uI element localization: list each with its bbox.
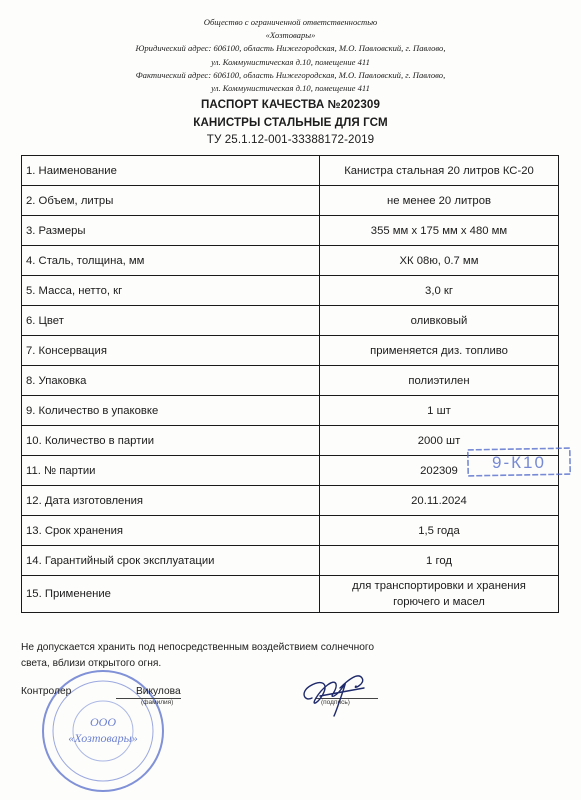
row-name: 3. Размеры (22, 216, 320, 246)
title-product: КАНИСТРЫ СТАЛЬНЫЕ ДЛЯ ГСМ (193, 115, 388, 129)
row-value: полиэтилен (320, 366, 559, 396)
row-value: 202309 (320, 456, 559, 486)
row-value (320, 576, 559, 613)
company-form: Общество с ограниченной ответственностью (203, 17, 378, 27)
row-value: 1 шт (320, 396, 559, 426)
row-value: 1 год (320, 546, 559, 576)
row-value: 3,0 кг (320, 276, 559, 306)
table-row (22, 156, 559, 186)
passport-table (21, 155, 559, 613)
row-value: 1,5 года (320, 516, 559, 546)
row-name: 11. № партии (22, 456, 320, 486)
table-row (22, 276, 559, 306)
row-name: 6. Цвет (22, 306, 320, 336)
controller-label: Контролер (21, 686, 72, 697)
table-row (22, 336, 559, 366)
row-name: 10. Количество в партии (22, 426, 320, 456)
row-name: 15. Применение (22, 576, 320, 613)
row-name: 2. Объем, литры (22, 186, 320, 216)
controller-surname: Викулова (136, 686, 181, 697)
table-row (22, 186, 559, 216)
actual-address-line2: ул. Коммунистическая д.10, помещение 411 (211, 83, 370, 94)
row-name: 12. Дата изготовления (22, 486, 320, 516)
legal-address-line1: Юридический адрес: 606100, область Нижегородская, М.О. Павловский, г. Павлово, (135, 43, 446, 54)
table-row (22, 396, 559, 426)
row-value: не менее 20 литров (320, 186, 559, 216)
row-value: Канистра стальная 20 литров КС-20 (320, 156, 559, 186)
storage-note-line2: света, вблизи открытого огня. (21, 657, 162, 669)
seal-center-line1: ООО (90, 715, 116, 729)
seal-center-line2: «Хозтовары» (68, 731, 138, 745)
table-row (22, 486, 559, 516)
handwritten-signature (290, 668, 380, 718)
row-name: 1. Наименование (22, 156, 320, 186)
row-value-line2: горючего и масел (393, 596, 485, 608)
title-passport: ПАСПОРТ КАЧЕСТВА №202309 (200, 98, 381, 111)
table-row (22, 576, 559, 613)
table-row (22, 216, 559, 246)
row-value: оливковый (320, 306, 559, 336)
row-value: 20.11.2024 (320, 486, 559, 516)
row-value-line1: для транспортировки и хранения (352, 580, 526, 592)
row-name: 5. Масса, нетто, кг (22, 276, 320, 306)
row-name: 14. Гарантийный срок эксплуатации (22, 546, 320, 576)
row-value: 2000 шт (320, 426, 559, 456)
row-name: 13. Срок хранения (22, 516, 320, 546)
table-row (22, 246, 559, 276)
row-value: 355 мм х 175 мм х 480 мм (320, 216, 559, 246)
storage-note-line1: Не допускается хранить под непосредственным воздействием солнечного (21, 642, 375, 653)
title-spec: ТУ 25.1.12-001-33388172-2019 (206, 133, 375, 146)
table-row (22, 366, 559, 396)
table-row (22, 546, 559, 576)
row-name: 8. Упаковка (22, 366, 320, 396)
row-value: применяется диз. топливо (320, 336, 559, 366)
batch-stamp-text: 9-К10 (492, 453, 546, 472)
table-row (22, 306, 559, 336)
row-name: 9. Количество в упаковке (22, 396, 320, 426)
batch-stamp (466, 447, 572, 477)
row-name: 4. Сталь, толщина, мм (22, 246, 320, 276)
signature-caption: (подпись) (321, 699, 350, 706)
row-value: ХК 08ю, 0.7 мм (320, 246, 559, 276)
legal-address-line2: ул. Коммунистическая д.10, помещение 411 (211, 56, 370, 67)
document-title (0, 96, 581, 149)
company-header (0, 16, 581, 95)
table-row (22, 516, 559, 546)
surname-caption: (фамилия) (141, 699, 174, 706)
actual-address-line1: Фактический адрес: 606100, область Нижегородская, М.О. Павловский, г. Павлово, (135, 69, 446, 80)
row-name: 7. Консервация (22, 336, 320, 366)
company-name: «Хозтовары» (265, 30, 316, 41)
